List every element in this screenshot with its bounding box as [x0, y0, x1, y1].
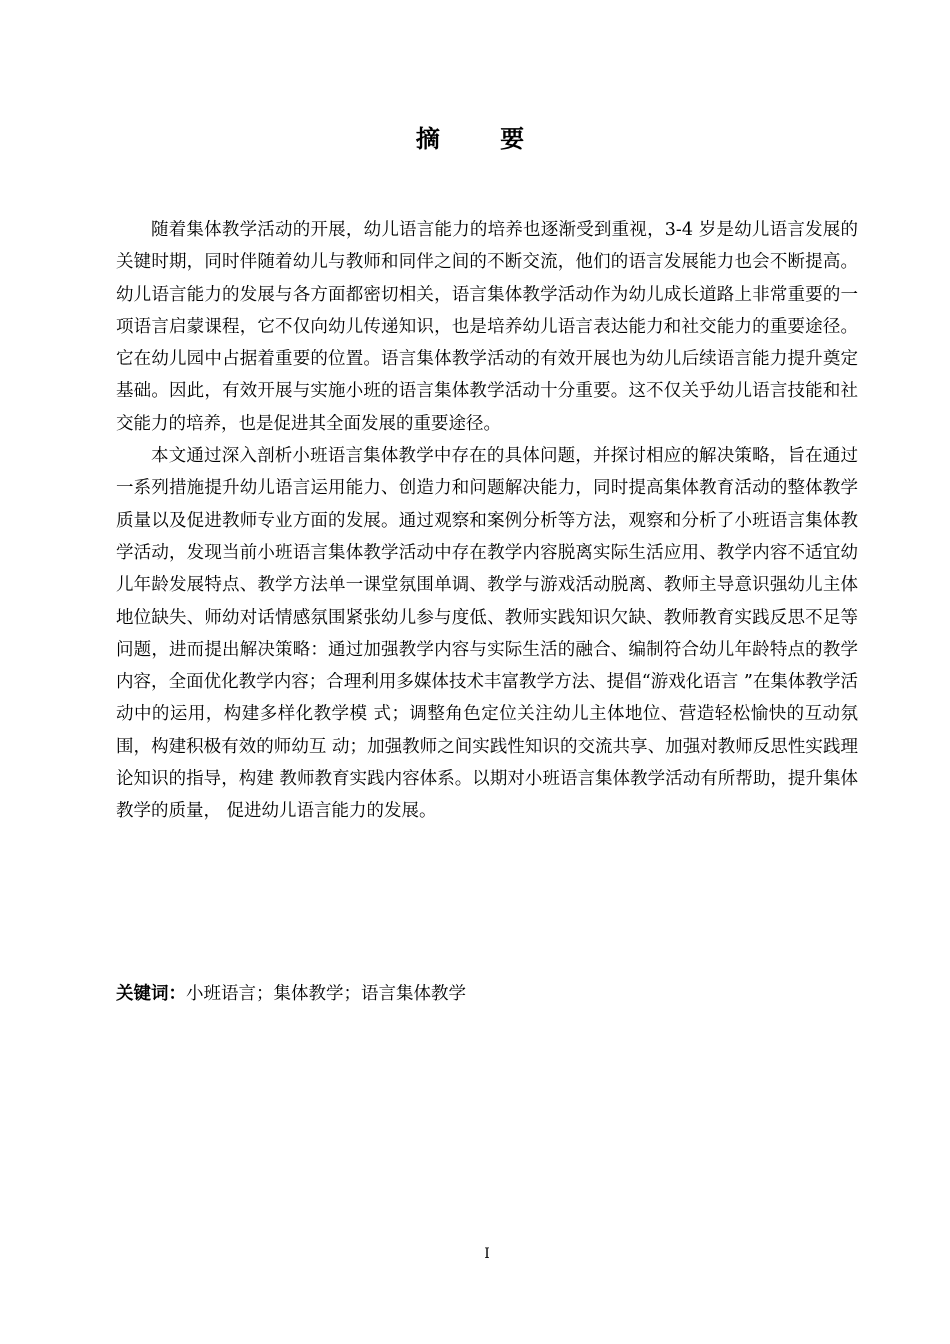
keywords-label: 关键词： — [116, 984, 186, 1004]
page-number: I — [484, 1246, 490, 1262]
keywords-line — [116, 978, 466, 1010]
abstract-paragraph-1: 随着集体教学活动的开展，幼儿语言能力的培养也逐渐受到重视，3-4 岁是幼儿语言发展的关键时期，同时伴随着幼儿与教师和同伴之间的不断交流，他们的语言发展能力也会不断提高。幼儿语言能力的发展与各方面都密切相关，语言集体教学活动作为幼儿成长道路上非常重要的一项语言启蒙课程，它不仅向幼儿传递知识，也是培养幼儿语言表达能力和社交能力的重要途径。它在幼儿园中占据着重要的位置。语言集体教学活动的有效开展也为幼儿后续语言能力提升奠定基础。因此，有效开展与实施小班的语言集体教学活动十分重要。这不仅关乎幼儿语言技能和社交能力的培养，也是促进其全面发展的重要途径。 — [116, 220, 858, 434]
abstract-title: 摘 要 — [415, 124, 551, 153]
abstract-paragraph-2: 本文通过深入剖析小班语言集体教学中存在的具体问题，并探讨相应的解决策略，旨在通过一系列措施提升幼儿语言运用能力、创造力和问题解决能力，同时提高集体教育活动的整体教学质量以及促进教师专业方面的发展。通过观察和案例分析等方法，观察和分析了小班语言集体教学活动，发现当前小班语言集体教学活动中存在教学内容脱离实际生活应用、教学内容不适宜幼儿年龄发展特点、教学方法单一课堂氛围单调、教学与游戏活动脱离、教师主导意识强幼儿主体地位缺失、师幼对话情感氛围紧张幼儿参与度低、教师实践知识欠缺、教师教育实践反思不足等问题，进而提出解决策略：通过加强教学内容与实际生活的融合、编制符合幼儿年龄特点的教学内容，全面优化教学内容；合理利用多媒体技术丰富教学方法、提倡“游戏化语言 ”在集体教学活动中的运用，构建多样化教学模 式；调整角色定位关注幼儿主体地位、营造轻松愉快的互动氛围，构建积极有效的师幼互 动；加强教师之间实践性知识的交流共享、加强对教师反思性实践理论知识的指导，构建 教师教育实践内容体系。以期对小班语言集体教学活动有所帮助，提升集体教学的质量， 促进幼儿语言能力的发展。 — [116, 446, 858, 822]
abstract-body — [116, 214, 858, 828]
keywords-value: 小班语言；集体教学；语言集体教学 — [186, 984, 466, 1004]
